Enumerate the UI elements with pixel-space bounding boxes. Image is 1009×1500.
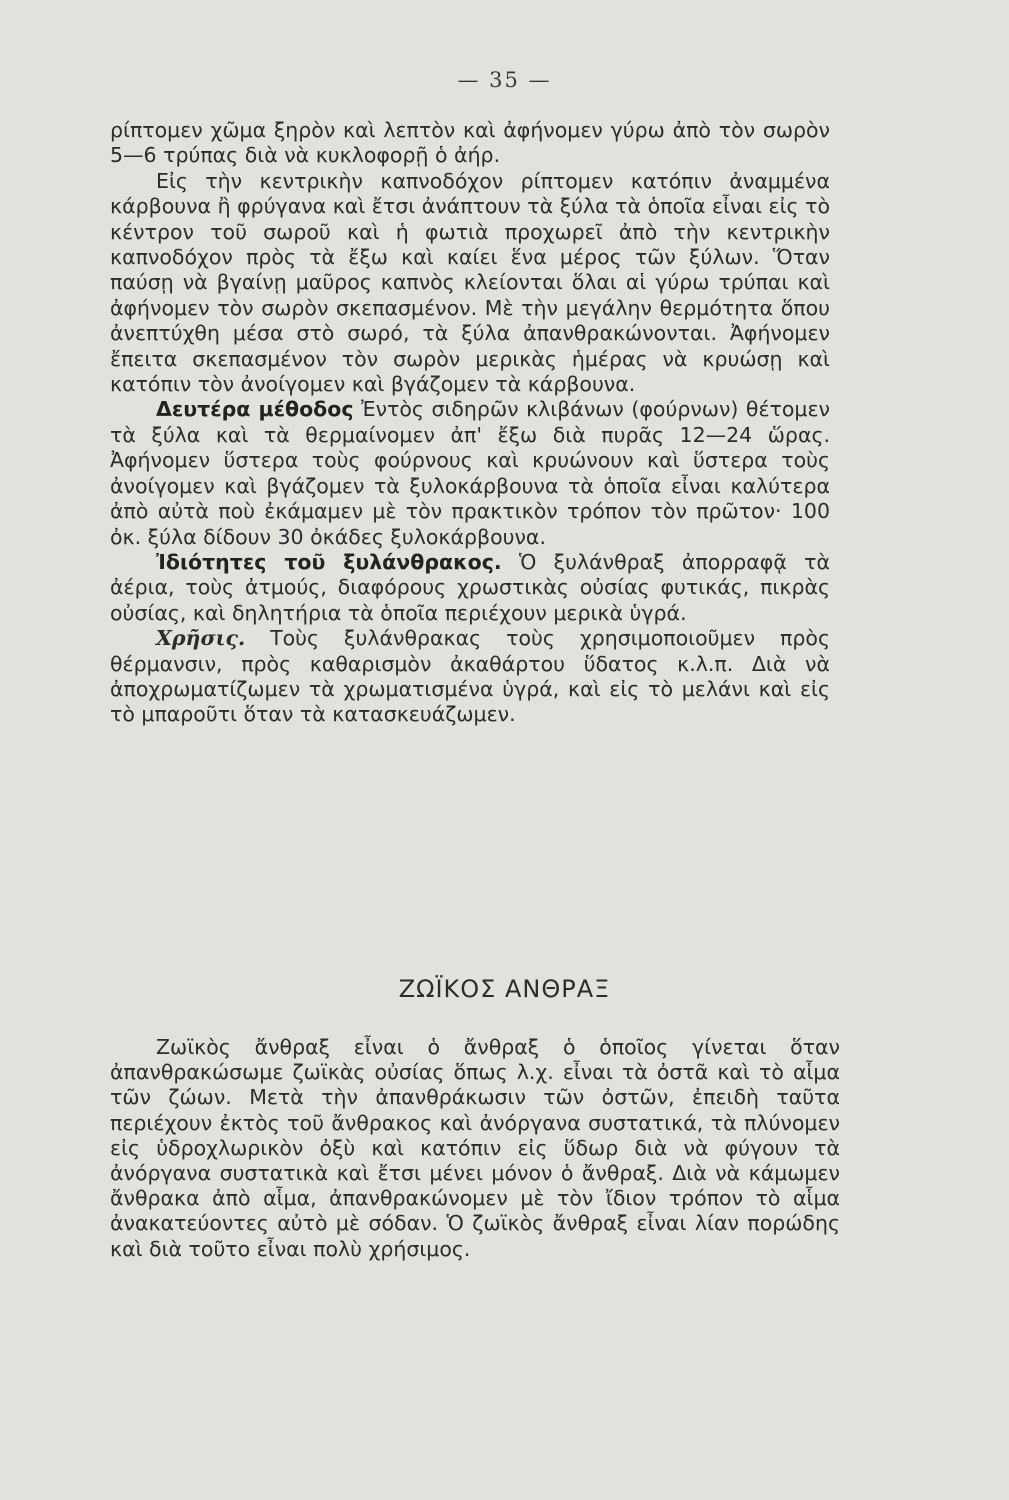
body-text-section-1: [110, 118, 830, 728]
second-method-heading: Δευτέρα μέθοδος: [156, 397, 354, 422]
paragraph-uses: [110, 626, 830, 728]
section-heading-animal-charcoal: ΖΩΪΚΟΣ ΑΝΘΡΑΞ: [398, 975, 611, 1003]
properties-heading: Ἰδιότητες τοῦ ξυλάνθρακος.: [156, 549, 502, 574]
paragraph-animal-charcoal: Ζωϊκὸς ἄνθραξ εἶναι ὁ ἄνθραξ ὁ ὁποῖος γίνεται ὅταν ἀπανθρακώσωμε ζωϊκὰς οὐσίας ὅπως λ.χ. εἶναι τὰ ὀστᾶ καὶ τὸ αἷμα τῶν ζώων. Μετὰ τὴν ἀπανθράκωσιν τῶν ὀστῶν, ἐπειδὴ ταῦτα περιέχουν ἐκτὸς τοῦ ἄνθρακος καὶ ἀνόργανα συστατικά, τὰ πλύνομεν εἰς ὑδροχλωρικὸν ὀξὺ καὶ κατόπιν εἰς ὕδωρ διὰ νὰ φύγουν τὰ ἀνόργανα συστατικὰ καὶ ἔτσι μένει μόνον ὁ ἄνθραξ. Διὰ νὰ κάμωμεν ἄνθρακα ἀπὸ αἷμα, ἀπανθρακώνομεν μὲ τὸν ἴδιον τρόπον τὸ αἷμα ἀνακατεύοντες αὐτὸ μὲ σόδαν. Ὁ ζωϊκὸς ἄνθραξ εἶναι λίαν πορώδης καὶ διὰ τοῦτο εἶναι πολὺ χρήσιμος.: [110, 1035, 840, 1261]
uses-heading: Χρῆσις.: [156, 626, 246, 651]
uses-text: Τοὺς ξυλάνθρακας τοὺς χρησιμοποιοῦμεν πρὸς θέρμανσιν, πρὸς καθαρισμὸν ἀκαθάρτου ὕδατος κ.λ.π. Διὰ νὰ ἀποχρωματίζωμεν τὰ χρωματισμένα ὑγρά, καὶ εἰς τὸ μελάνι καὶ εἰς τὸ μπαροῦτι ὅταν τὰ κατασκευάζωμεν.: [110, 626, 830, 727]
page-number: — 35 —: [457, 68, 552, 92]
second-method-text: Ἐντὸς σιδηρῶν κλιβάνων (φούρνων) θέτομεν τὰ ξύλα καὶ τὰ θερμαίνομεν ἀπ' ἔξω διὰ πυρᾶς 12—24 ὥρας. Ἀφήνομεν ὕστερα τοὺς φούρνους καὶ κρυώνουν καὶ ὕστερα τοὺς ἀνοίγομεν καὶ βγάζομεν τὰ ξυλοκάρβουνα τὰ ὁποῖα εἶναι καλύτερα ἀπὸ αὐτὰ ποὺ ἐκάμαμεν μὲ τὸν πρακτικὸν τρόπον τὸν πρῶτον· 100 ὀκ. ξύλα δίδουν 30 ὀκάδες ξυλοκάρβουνα.: [110, 397, 830, 549]
paragraph-second-method: [110, 397, 830, 549]
paragraph-central-chimney: Εἰς τὴν κεντρικὴν καπνοδόχον ρίπτομεν κατόπιν ἀναμμένα κάρβουνα ἢ φρύγανα καὶ ἔτσι ἀνάπτουν τὰ ξύλα τὰ ὁποῖα εἶναι εἰς τὸ κέντρον τοῦ σωροῦ καὶ ἡ φωτιὰ προχωρεῖ ἀπὸ τὴν κεντρικὴν καπνοδόχον πρὸς τὰ ἔξω καὶ καίει ἕνα μέρος τῶν ξύλων. Ὅταν παύσῃ νὰ βγαίνῃ μαῦρος καπνὸς κλείονται ὅλαι αἱ γύρω τρύπαι καὶ ἀφήνομεν τὸν σωρὸν σκεπασμένον. Μὲ τὴν μεγάλην θερμότητα ὅπου ἀνεπτύχθη μέσα στὸ σωρό, τὰ ξύλα ἀπανθρακώνονται. Ἀφήνομεν ἔπειτα σκεπασμένον τὸν σωρὸν μερικὰς ἡμέρας νὰ κρυώσῃ καὶ κατόπιν τὸν ἀνοίγομεν καὶ βγάζομεν τὰ κάρβουνα.: [110, 168, 830, 397]
properties-text: Ὁ ξυλάνθραξ ἀπορραφᾷ τὰ ἀέρια, τοὺς ἀτμούς, διαφόρους χρωστικὰς οὐσίας φυτικάς, πικρὰς οὐσίας, καὶ δηλητήρια τὰ ὁποῖα περιέχουν μερικὰ ὑγρά.: [110, 549, 831, 625]
body-text-section-2: [110, 1035, 840, 1262]
paragraph-continuation: ρίπτομεν χῶμα ξηρὸν καὶ λεπτὸν καὶ ἀφήνομεν γύρω ἀπὸ τὸν σωρὸν 5—6 τρύπας διὰ νὰ κυκλοφορῇ ὁ ἀήρ.: [110, 118, 830, 168]
paragraph-properties: [110, 550, 830, 626]
